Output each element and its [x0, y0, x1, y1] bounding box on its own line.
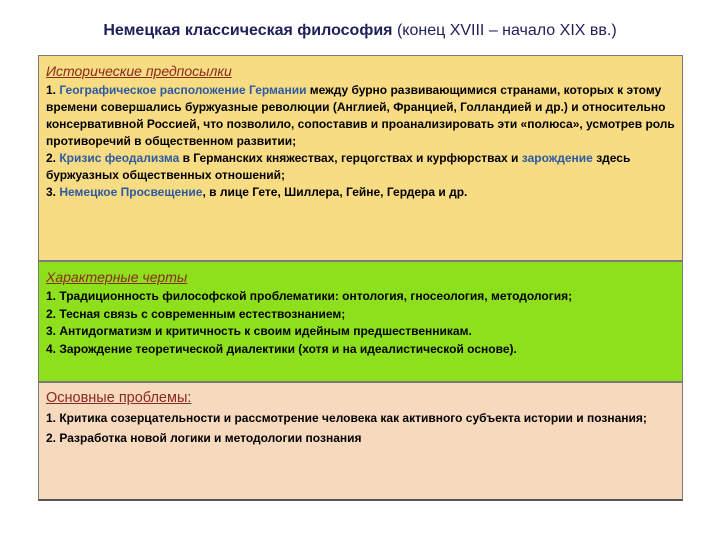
item-number: 2.: [46, 151, 60, 165]
list-item: [46, 150, 676, 184]
section-main-problems: [38, 382, 683, 501]
list-item: [46, 82, 676, 150]
list-item: 2. Разработка новой логики и методологии познания: [46, 431, 362, 445]
list-item: 3. Антидогматизм и критичность к своим идейным предшественникам.: [46, 324, 472, 338]
item-number: 1.: [46, 83, 60, 97]
section-heading: Характерные черты: [46, 269, 188, 285]
section-historical-prerequisites: [38, 55, 683, 261]
list-item: 4. Зарождение теоретической диалектики (хотя и на идеалистической основе).: [46, 341, 517, 356]
page-title: [0, 22, 720, 40]
list-item: 1. Критика созерцательности и рассмотрение человека как активного субъекта истории и познания;: [46, 411, 647, 425]
item-highlight: Географическое расположение Германии: [59, 83, 307, 97]
item-highlight: зарождение: [521, 151, 593, 165]
title-main: Немецкая классическая философия: [103, 22, 393, 39]
item-number: 3.: [46, 185, 60, 199]
list-item: 2. Тесная связь с современным естествознанием;: [46, 306, 346, 321]
section-heading: Основные проблемы:: [46, 390, 192, 406]
item-highlight: Кризис феодализма: [59, 151, 180, 165]
item-text: между бурно развивающимися странами, которых к этому времени совершались буржуазные революции (Англией, Францией, Голландией и др.) и относительно консервативной Россией, что позволило, сопоставив и проанализировать эти «полюса», усмотрев роль противоречий в общественном развитии;: [46, 83, 675, 148]
section-characteristic-features: [38, 261, 683, 382]
item-text: , в лице Гете, Шиллера, Гейне, Гердера и др.: [202, 185, 468, 199]
list-item: 1. Традиционность философской проблематики: онтология, гносеология, методология;: [46, 289, 573, 303]
item-text: здесь буржуазных общественных отношений;: [46, 151, 631, 182]
section-heading: Исторические предпосылки: [46, 63, 232, 79]
item-text: в Германских княжествах, герцогствах и курфюрствах и: [179, 151, 522, 165]
item-highlight: Немецкое Просвещение: [59, 185, 203, 199]
list-item: [46, 184, 676, 201]
title-subtitle: (конец XVIII – начало XIX вв.): [392, 22, 617, 39]
